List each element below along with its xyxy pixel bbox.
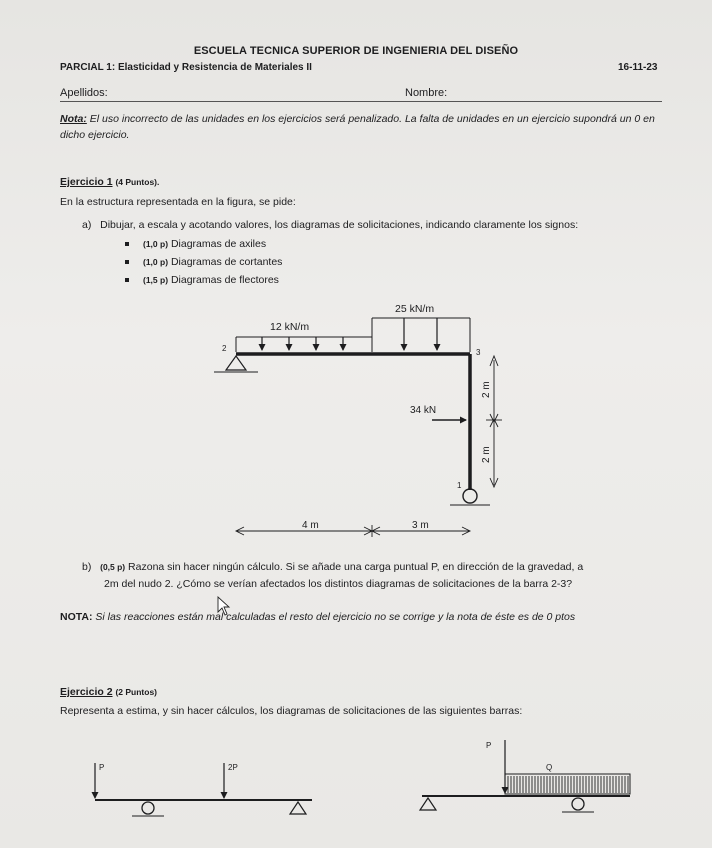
distributed-load-left [236,337,372,352]
nota-bottom-label: NOTA: [60,611,93,623]
nota-label: Nota: [60,113,87,125]
item-text: Diagramas de flectores [168,274,279,286]
item-text: Diagramas de axiles [168,238,267,250]
nota-bottom [60,611,575,623]
node-3-label: 3 [476,348,481,357]
load-q-label: Q [546,763,553,772]
distributed-load-q [508,776,628,793]
ejercicio1-title: Ejercicio 1 [60,176,113,188]
ejercicio2-heading [60,686,157,698]
item-points: (1,5 p) [143,275,169,285]
dim-bottom-label: 2 m [481,446,492,463]
point-load-label: 34 kN [410,405,437,416]
ejercicio2-figure-left [95,763,312,816]
load-right-label: 25 kN/m [395,303,435,315]
pin-support-icon [214,356,258,372]
nombre-label: Nombre: [405,87,448,99]
vertical-dimension [486,356,502,487]
dim-left-label: 4 m [302,520,319,531]
item-text: Diagramas de cortantes [168,256,283,268]
node-2-label: 2 [222,344,227,353]
item-points: (1,0 p) [143,239,169,249]
nota-text: El uso incorrecto de las unidades en los ejercicios será penalizado. La falta de unidades en un ejercicio supondrá un 0 en dicho ejercicio. [60,113,655,141]
load-left-label: 12 kN/m [270,321,310,333]
horizontal-dimension [236,525,470,537]
apellidos-label: Apellidos: [60,87,108,99]
item-points: (1,0 p) [143,257,169,267]
ejercicio2-figure-right [420,740,630,812]
ejercicio1-intro: En la estructura representada en la figura, se pide: [60,196,296,208]
nota-bottom-text: Si las reacciones están mal calculadas el resto del ejercicio no se corrige y la nota de éste es de 0 ptos [92,611,576,623]
item-a-letter: a) [82,219,92,231]
item-b-line1: Razona sin hacer ningún cálculo. Si se añade una carga puntual P, en dirección de la gravedad, a [125,561,584,573]
school-name: ESCUELA TECNICA SUPERIOR DE INGENIERIA DEL DISEÑO [193,45,519,57]
item-a-text: Dibujar, a escala y acotando valores, los diagramas de solicitaciones, indicando claramente los signos: [100,219,579,231]
ejercicio2-intro: Representa a estima, y sin hacer cálculos, los diagramas de solicitaciones de las siguientes barras: [60,705,523,717]
exam-date: 16-11-23 [618,62,658,73]
dim-right-label: 3 m [412,520,429,531]
item-b-line2: 2m del nudo 2. ¿Cómo se verían afectados los distintos diagramas de solicitaciones de la barra 2-3? [104,578,573,590]
ejercicio2-title: Ejercicio 2 [60,686,113,698]
dim-top-label: 2 m [481,381,492,398]
item-b [82,561,583,573]
load-p-label: P [99,763,105,772]
load-p-right-label: P [486,741,492,750]
distributed-load-right [372,318,470,352]
node-1-label: 1 [457,481,462,490]
exam-title: PARCIAL 1: Elasticidad y Resistencia de Materiales II [60,62,312,73]
ejercicio1-points: (4 Puntos). [115,177,160,187]
item-b-letter: b) [82,561,92,573]
item-b-points: (0,5 p) [100,562,126,572]
ejercicio2-points: (2 Puntos) [115,687,158,697]
load-2p-label: 2P [228,763,238,772]
roller-support-icon [450,489,490,505]
